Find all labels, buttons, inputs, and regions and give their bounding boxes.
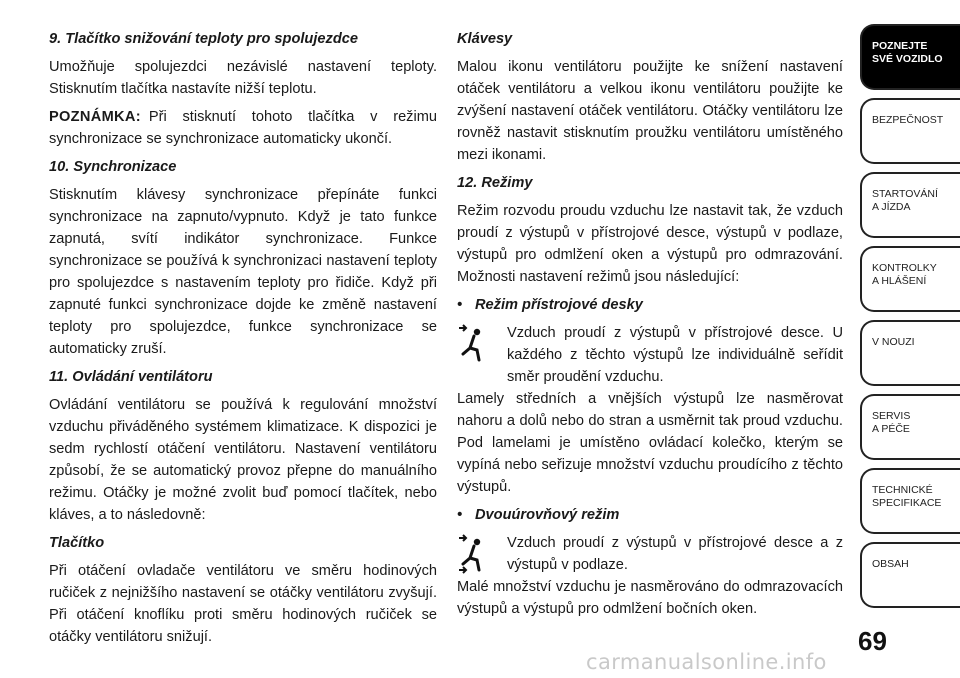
- tab-emergency[interactable]: V NOUZI: [860, 320, 960, 386]
- tab-safety[interactable]: BEZPEČNOST: [860, 98, 960, 164]
- mode1-title: [457, 294, 843, 316]
- section-9-heading: 9. Tlačítko snižování teploty pro spolujezdce: [49, 31, 358, 47]
- section-12-heading: 12. Režimy: [457, 175, 533, 191]
- button-text: Při otáčení ovladače ventilátoru ve směru hodinových ručiček z nejnižšího nastavení se otáčky ventilátoru zvyšují. Při otáčení knoflíku proti směru hodinových ručiček se otáčky ventilátoru snižují.: [49, 563, 437, 645]
- mode1-rest: Lamely středních a vnějších výstupů lze nasměrovat nahoru a dolů nebo do stran a usměrnit tak proud vzduchu. Pod lamelami je umístěno ovládací kolečko, kterým se vypíná nebo seřizuje množství vzduchu proudícího z těchto výstupů.: [457, 391, 843, 495]
- section-11-heading: 11. Ovládání ventilátoru: [49, 369, 213, 385]
- mode1-first-lines: Vzduch proudí z výstupů v přístrojové desce. U každého z těchto výstupů lze individuálně seřídit směr proudění vzduchu.: [507, 325, 843, 385]
- mode2-first-lines: Vzduch proudí z výstupů v přístrojové desce a z výstupů v podlaze.: [507, 535, 843, 573]
- page-number: 69: [858, 626, 887, 656]
- mode2-title-text: Dvouúrovňový režim: [475, 507, 620, 523]
- section-12-text: Režim rozvodu proudu vzduchu lze nastavit tak, že vzduch proudí z výstupů v přístrojové desce, výstupů v podlaze, výstupů pro odmlžení oken a výstupů pro odmrazování. Možnosti nastavení režimů jsou následující:: [457, 203, 843, 285]
- section-9-text: Umožňuje spolujezdci nezávislé nastavení teploty. Stisknutím tlačítka nastavíte nižší teplotu.: [49, 59, 437, 97]
- tab-know-your-vehicle[interactable]: POZNEJTE SVÉ VOZIDLO: [860, 24, 960, 90]
- mode1-description: [457, 322, 843, 498]
- bilevel-mode-icon: [457, 534, 487, 574]
- note-paragraph: [49, 106, 437, 150]
- section-10-heading: 10. Synchronizace: [49, 159, 177, 175]
- tab-service[interactable]: SERVIS A PÉČE: [860, 394, 960, 460]
- left-column: [49, 28, 437, 654]
- tab-warnings[interactable]: KONTROLKY A HLÁŠENÍ: [860, 246, 960, 312]
- button-subheading: Tlačítko: [49, 535, 105, 551]
- keys-text: Malou ikonu ventilátoru použijte ke snížení nastavení otáček ventilátoru a velkou ikonu ventilátoru použijte ke zvýšení nastavení otáček ventilátoru. Otáčky ventilátoru lze rovněž nastavit stisknutím proužku ventilátoru umístěného mezi ikonami.: [457, 59, 843, 163]
- bullet: •: [457, 507, 463, 523]
- tab-starting-driving[interactable]: STARTOVÁNÍ A JÍZDA: [860, 172, 960, 238]
- panel-mode-icon: [457, 324, 487, 364]
- note-text: Při stisknutí tohoto tlačítka v režimu synchronizace se synchronizace automaticky ukončí.: [49, 109, 437, 147]
- note-label: POZNÁMKA:: [49, 109, 141, 125]
- mode2-rest: Malé množství vzduchu je nasměrováno do odmrazovacích výstupů a výstupů pro odmlžení bočních oken.: [457, 579, 843, 617]
- section-11-text: Ovládání ventilátoru se používá k regulování množství vzduchu přiváděného systémem klimatizace. K dispozici je sedm rychlostí otáčení ventilátoru. Nastavení ventilátoru způsobí, že se automatický provoz přepne do manuálního režimu. Otáčky je možné zvolit buď pomocí tlačítek, nebo kláves, a to následovně:: [49, 397, 437, 523]
- mode2-description: [457, 532, 843, 620]
- mode2-title: [457, 504, 843, 526]
- tab-contents[interactable]: OBSAH: [860, 542, 960, 608]
- mode1-title-text: Režim přístrojové desky: [475, 297, 643, 313]
- tab-specifications[interactable]: TECHNICKÉ SPECIFIKACE: [860, 468, 960, 534]
- keys-subheading: Klávesy: [457, 31, 513, 47]
- watermark: carmanualsonline.info: [586, 650, 827, 674]
- bullet: •: [457, 297, 463, 313]
- section-10-text: Stisknutím klávesy synchronizace přepínáte funkci synchronizace na zapnuto/vypnuto. Když je tato funkce zapnutá, svítí indikátor synchronizace. Funkce synchronizace se používá k synchronizaci nastavení teploty pro spolujezdce s nastavením teploty pro řidiče. Když při zapnuté funkci synchronizace dojde ke změně nastavení teploty pro spolujezdce, funkce synchronizace se automaticky zruší.: [49, 187, 437, 357]
- right-column: [457, 28, 843, 626]
